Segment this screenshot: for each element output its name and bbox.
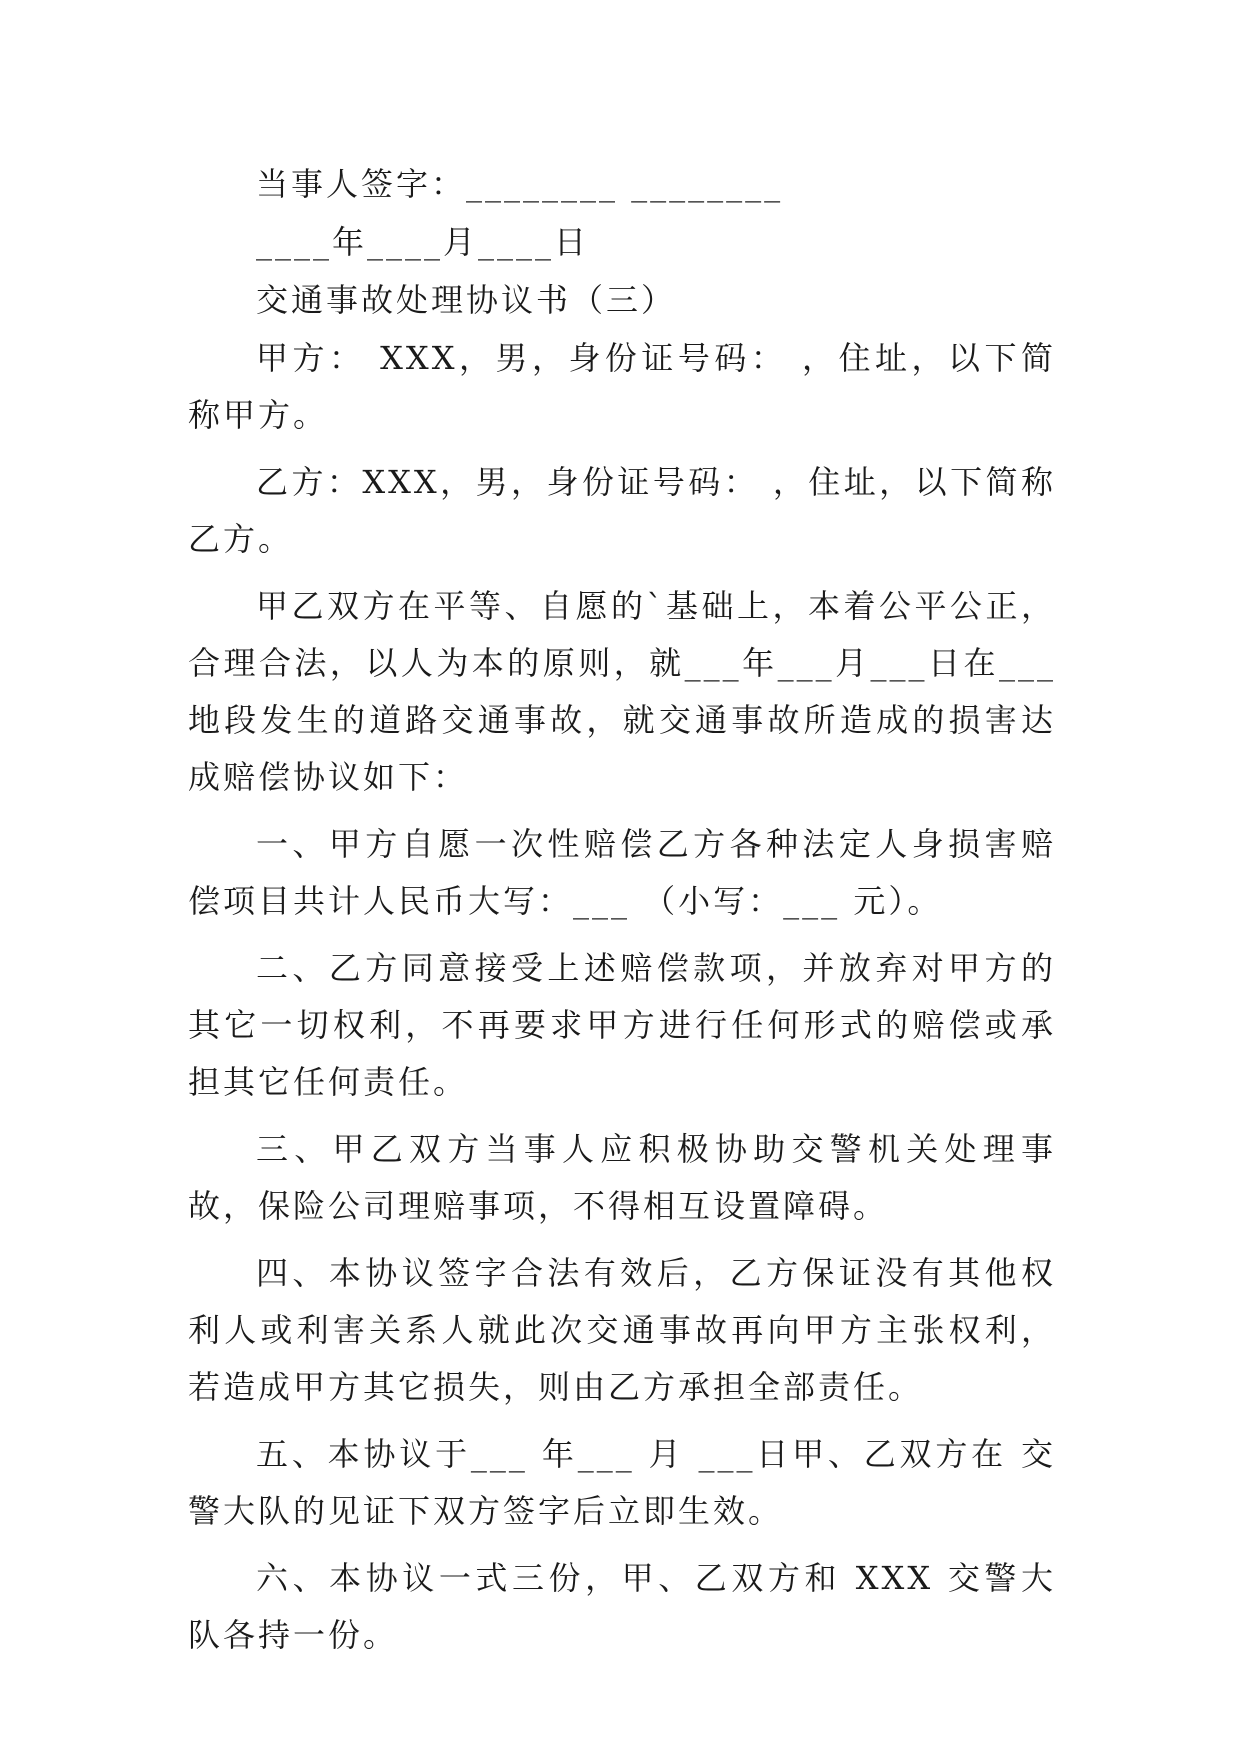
clause-4: 四、本协议签字合法有效后，乙方保证没有其他权利人或利害关系人就此次交通事故再向甲方主张权利，若造成甲方其它损失，则由乙方承担全部责任。 xyxy=(188,1254,1056,1406)
intro-paragraph: 甲乙双方在平等、自愿的`基础上，本着公平公正，合理合法，以人为本的原则，就___年___月___日在___地段发生的道路交通事故，就交通事故所造成的损害达成赔偿协议如下： xyxy=(188,587,1056,796)
clause-6: 六、本协议一式三份，甲、乙双方和 XXX 交警大队各持一份。 xyxy=(188,1559,1056,1654)
clause-3: 三、甲乙双方当事人应积极协助交警机关处理事故，保险公司理赔事项，不得相互设置障碍。 xyxy=(188,1130,1056,1225)
signature-line: 当事人签字：________ ________ xyxy=(256,165,784,203)
party-b-paragraph: 乙方：XXX，男，身份证号码： ，住址，以下简称乙方。 xyxy=(188,463,1056,558)
clause-2: 二、乙方同意接受上述赔偿款项，并放弃对甲方的其它一切权利，不再要求甲方进行任何形式的赔偿或承担其它任何责任。 xyxy=(188,949,1056,1101)
document-body xyxy=(188,156,1056,1674)
clause-1: 一、甲方自愿一次性赔偿乙方各种法定人身损害赔偿项目共计人民币大写：___ （小写：___ 元）。 xyxy=(188,825,1056,920)
clause-5: 五、本协议于___ 年___ 月 ___日甲、乙双方在 交警大队的见证下双方签字后立即生效。 xyxy=(188,1435,1056,1530)
date-line: ____年____月____日 xyxy=(256,223,590,261)
document-title: 交通事故处理协议书（三） xyxy=(256,281,677,319)
party-a-paragraph: 甲方： XXX，男，身份证号码： ，住址，以下简称甲方。 xyxy=(188,339,1056,434)
